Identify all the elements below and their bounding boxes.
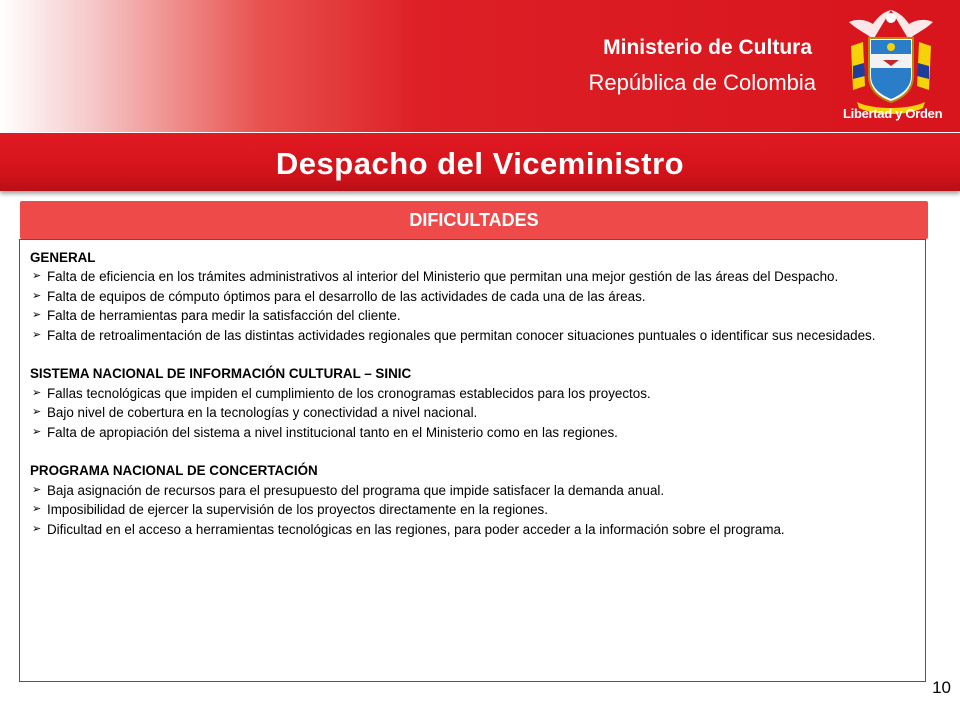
- item-text: Falta de herramientas para medir la satisfacción del cliente.: [47, 308, 401, 324]
- seal-motto: Libertad y Orden: [843, 106, 943, 121]
- item-text: Falta de eficiencia en los trámites administrativos al interior del Ministerio que permitan una mejor gestión de las áreas del Despacho.: [47, 269, 839, 285]
- page-number: 10: [932, 678, 951, 697]
- header-band: [0, 0, 960, 132]
- item-text: Imposibilidad de ejercer la supervisión de los proyectos directamente en la regiones.: [47, 502, 548, 518]
- list-item: [30, 403, 910, 422]
- list-item: [30, 520, 910, 539]
- arrow-bullet-icon: ➢: [32, 503, 42, 516]
- arrow-bullet-icon: ➢: [32, 406, 42, 419]
- arrow-bullet-icon: ➢: [32, 386, 42, 399]
- group-general: [30, 248, 910, 345]
- section-title: DIFICULTADES: [409, 210, 539, 230]
- arrow-bullet-icon: ➢: [32, 309, 42, 322]
- list-item: [30, 481, 910, 500]
- item-text: Falta de apropiación del sistema a nivel institucional tanto en el Ministerio como en las regiones.: [47, 424, 618, 440]
- ministry-name: Ministerio de Cultura: [603, 36, 812, 59]
- arrow-bullet-icon: ➢: [32, 289, 42, 302]
- content: [30, 248, 910, 558]
- arrow-bullet-icon: ➢: [32, 425, 42, 438]
- list-item: [30, 287, 910, 306]
- arrow-bullet-icon: ➢: [32, 522, 42, 535]
- item-text: Baja asignación de recursos para el presupuesto del programa que impide satisfacer la demanda anual.: [47, 482, 665, 498]
- list-item: [30, 384, 910, 403]
- list-item: [30, 326, 910, 345]
- arrow-bullet-icon: ➢: [32, 328, 42, 341]
- group-concertacion: [30, 461, 910, 539]
- list-item: [30, 306, 910, 325]
- item-text: Falta de retroalimentación de las distintas actividades regionales que permitan conocer situaciones puntuales o identificar sus necesidades.: [47, 327, 876, 343]
- item-text: Dificultad en el acceso a herramientas tecnológicas en las regiones, para poder acceder a la información sobre el programa.: [47, 521, 785, 537]
- list-item: [30, 267, 910, 286]
- page-title: Despacho del Viceministro: [275, 146, 685, 181]
- list-item: [30, 423, 910, 442]
- item-list: [30, 481, 910, 539]
- item-text: Bajo nivel de cobertura en la tecnologías y conectividad a nivel nacional.: [47, 405, 478, 421]
- arrow-bullet-icon: ➢: [32, 270, 42, 283]
- content-box: [19, 239, 926, 682]
- item-text: Fallas tecnológicas que impiden el cumplimiento de los cronogramas establecidos para los proyectos.: [47, 385, 651, 401]
- item-text: Falta de equipos de cómputo óptimos para el desarrollo de las actividades de cada una de las áreas.: [47, 288, 646, 304]
- group-title: PROGRAMA NACIONAL DE CONCERTACIÓN: [30, 463, 318, 479]
- list-item: [30, 500, 910, 519]
- group-sinic: [30, 364, 910, 442]
- group-title: GENERAL: [30, 250, 96, 265]
- arrow-bullet-icon: ➢: [32, 483, 42, 496]
- item-list: [30, 267, 910, 345]
- item-list: [30, 384, 910, 442]
- ministry-country: República de Colombia: [588, 70, 816, 95]
- section-header: [20, 201, 928, 239]
- title-band: [0, 133, 960, 191]
- group-title: SISTEMA NACIONAL DE INFORMACIÓN CULTURAL – SINIC: [30, 366, 412, 382]
